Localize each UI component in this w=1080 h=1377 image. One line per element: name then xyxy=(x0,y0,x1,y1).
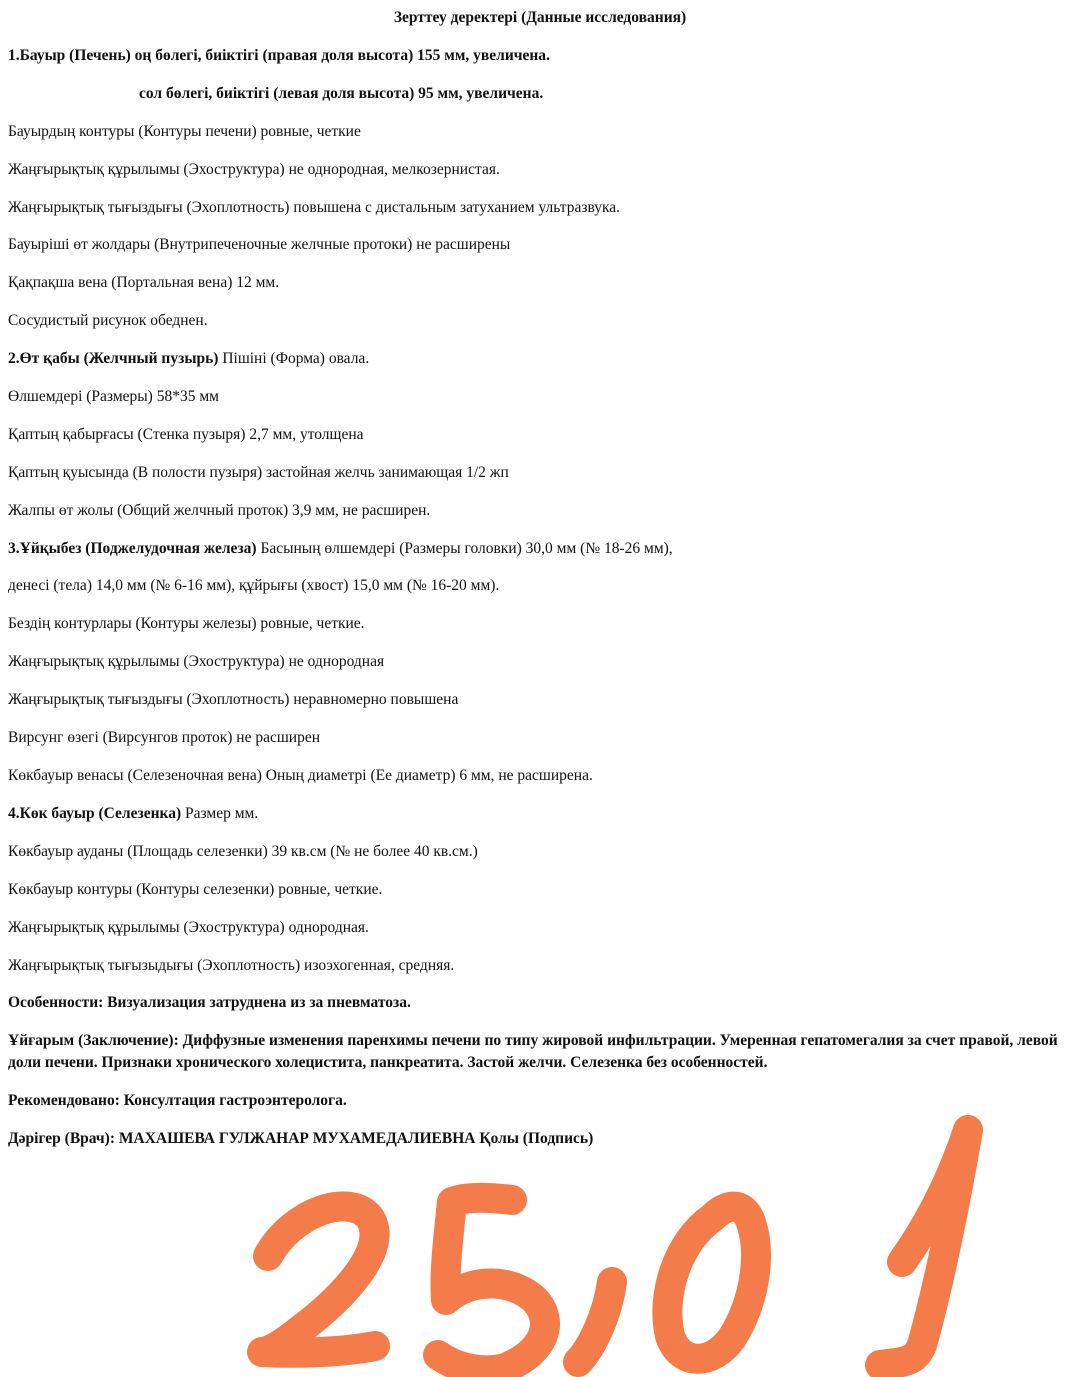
handwritten-digit-1 xyxy=(880,1130,968,1365)
pancreas-echostructure: Жаңғырықтық құрылымы (Эхоструктура) не однородная xyxy=(8,653,385,670)
spleen-area: Көкбауыр ауданы (Площадь селезенки) 39 кв.см (№ не более 40 кв.см.) xyxy=(8,843,478,860)
handwritten-digit-2 xyxy=(262,1206,375,1352)
doctor-signature-line: Дәрігер (Врач): МАХАШЕВА ГУЛЖАНАР МУХАМЕДАЛИЕВНА Қолы (Подпись) xyxy=(8,1130,594,1147)
recommendation: Рекомендовано: Консултация гастроэнтеролога. xyxy=(8,1092,347,1109)
gallbladder-size: Өлшемдері (Размеры) 58*35 мм xyxy=(8,388,219,405)
pancreas-contours: Бездің контурлары (Контуры железы) ровные, четкие. xyxy=(8,615,365,632)
spleen-contours: Көкбауыр контуры (Контуры селезенки) ровные, четкие. xyxy=(8,881,383,898)
wirsung-duct: Вирсунг өзегі (Вирсунгов проток) не расширен xyxy=(8,729,320,746)
spleen-echostructure: Жаңғырықтық құрылымы (Эхоструктура) однородная. xyxy=(8,919,369,936)
liver-left-lobe: сол бөлегі, биіктігі (левая доля высота) 95 мм, увеличена. xyxy=(139,85,544,102)
pancreas-heading: 3.Ұйқыбез (Поджелудочная железа) xyxy=(8,540,257,557)
portal-vein: Қақпақша вена (Портальная вена) 12 мм. xyxy=(8,274,280,291)
splenic-vein: Көкбауыр венасы (Селезеночная вена) Оның диаметрі (Ее диаметр) 6 мм, не расширена. xyxy=(8,767,593,784)
features-note: Особенности: Визуализация затруднена из за пневматоза. xyxy=(8,994,411,1011)
handwritten-comma xyxy=(578,1282,612,1362)
handwritten-digit-5 xyxy=(438,1198,545,1371)
spleen-size: Размер мм. xyxy=(181,805,259,822)
spleen-heading: 4.Көк бауыр (Селезенка) xyxy=(8,805,182,822)
gallbladder-shape: Пішіні (Форма) овала. xyxy=(218,350,370,367)
liver-right-lobe: 1.Бауыр (Печень) оң бөлегі, биіктігі (правая доля высота) 155 мм, увеличена. xyxy=(8,47,550,64)
common-bile-duct: Жалпы өт жолы (Общий желчный проток) 3,9 мм, не расширен. xyxy=(8,502,431,519)
vascular-pattern: Сосудистый рисунок обеднен. xyxy=(8,312,208,329)
pancreas-body-tail: денесі (тела) 14,0 мм (№ 6-16 мм), құйрығы (хвост) 15,0 мм (№ 16-20 мм). xyxy=(8,577,500,594)
gallbladder-heading: 2.Өт қабы (Желчный пузырь) xyxy=(8,350,219,367)
liver-echodensity: Жаңғырықтық тығыздығы (Эхоплотность) повышена с дистальным затуханием ультразвука. xyxy=(8,199,621,216)
document-title: Зерттеу деректері (Данные исследования) xyxy=(393,9,687,26)
conclusion: Ұйғарым (Заключение): Диффузные изменения паренхимы печени по типу жировой инфильтрации. Умеренная гепатомегалия за счет правой, левой доли печени. Признаки хронического холецистита, панкреатита. Застой желчи. Селезенка без особенностей. xyxy=(8,1032,1058,1071)
pancreas-head-size: Басының өлшемдері (Размеры головки) 30,0 мм (№ 18-26 мм), xyxy=(256,540,673,557)
pancreas-echodensity: Жаңғырықтық тығыздығы (Эхоплотность) неравномерно повышена xyxy=(8,691,459,708)
liver-contours: Бауырдың контуры (Контуры печени) ровные, четкие xyxy=(8,123,361,140)
liver-echostructure: Жаңғырықтық құрылымы (Эхоструктура) не однородная, мелкозернистая. xyxy=(8,161,500,178)
spleen-echodensity: Жаңғырықтық тығызыдығы (Эхоплотность) изоэхогенная, средняя. xyxy=(8,957,455,974)
handwritten-digit-0 xyxy=(667,1207,756,1359)
gallbladder-cavity: Қаптың қуысында (В полости пузыря) застойная желчь занимающая 1/2 жп xyxy=(8,464,509,481)
gallbladder-wall: Қаптың қабырғасы (Стенка пузыря) 2,7 мм, утолщена xyxy=(8,426,364,443)
liver-ducts: Бауырішi өт жолдары (Внутрипеченочные желчные протоки) не расширены xyxy=(8,236,511,253)
